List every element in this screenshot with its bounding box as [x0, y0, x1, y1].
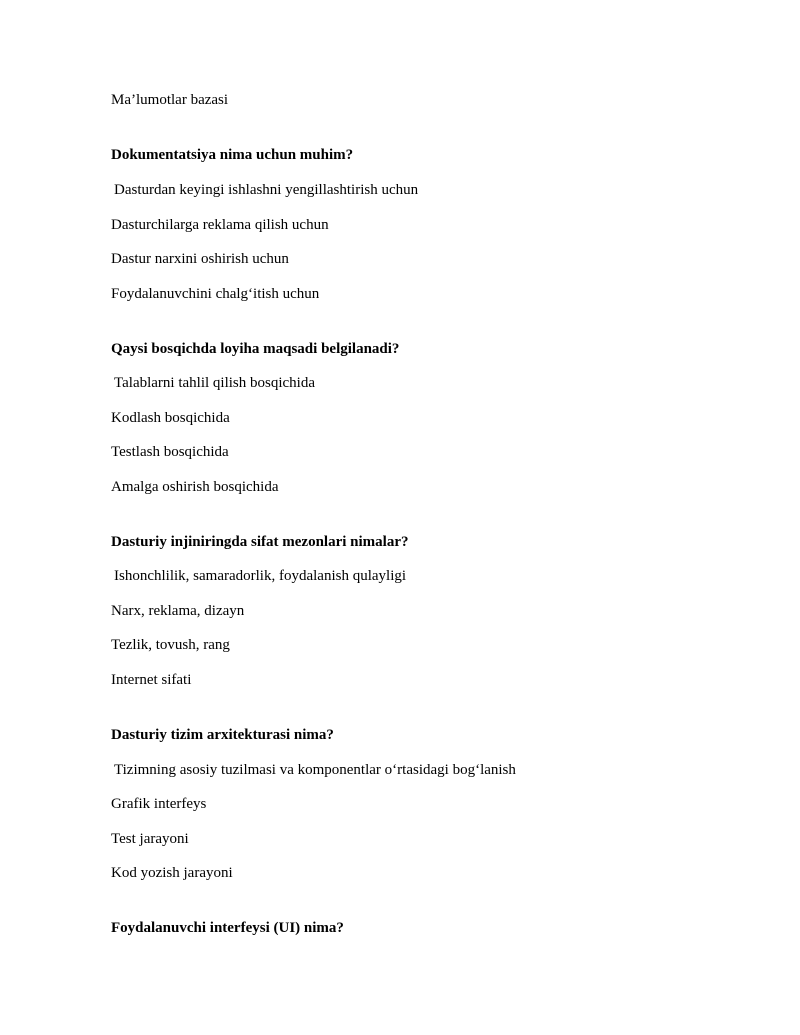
question-2-option-3: Testlash bosqichida	[111, 444, 229, 460]
question-4-option-1: Tizimning asosiy tuzilmasi va komponentlar o‘rtasidagi bog‘lanish	[114, 762, 516, 778]
question-4-option-3: Test jarayoni	[111, 831, 189, 847]
question-4-option-2: Grafik interfeys	[111, 796, 207, 812]
question-2-option-4: Amalga oshirish bosqichida	[111, 479, 279, 495]
question-3-option-4: Internet sifati	[111, 672, 192, 688]
question-3-option-1: Ishonchlilik, samaradorlik, foydalanish qulayligi	[114, 568, 407, 584]
question-1-option-1: Dasturdan keyingi ishlashni yengillashtirish uchun	[114, 182, 419, 198]
question-4-heading: Dasturiy tizim arxitekturasi nima?	[111, 727, 334, 743]
question-3-heading: Dasturiy injiniringda sifat mezonlari nimalar?	[111, 534, 409, 550]
question-2-option-2: Kodlash bosqichida	[111, 410, 230, 426]
question-2-heading: Qaysi bosqichda loyiha maqsadi belgilanadi?	[111, 341, 400, 357]
question-3-option-2: Narx, reklama, dizayn	[111, 603, 245, 619]
question-1-option-4: Foydalanuvchini chalg‘itish uchun	[111, 286, 320, 302]
intro-line: Ma’lumotlar bazasi	[111, 92, 229, 108]
question-1-heading: Dokumentatsiya nima uchun muhim?	[111, 147, 354, 163]
question-2-option-1: Talablarni tahlil qilish bosqichida	[114, 375, 315, 391]
question-5-heading: Foydalanuvchi interfeysi (UI) nima?	[111, 920, 344, 936]
question-3-option-3: Tezlik, tovush, rang	[111, 637, 230, 653]
question-1-option-2: Dasturchilarga reklama qilish uchun	[111, 217, 329, 233]
question-1-option-3: Dastur narxini oshirish uchun	[111, 251, 289, 267]
question-4-option-4: Kod yozish jarayoni	[111, 865, 233, 881]
